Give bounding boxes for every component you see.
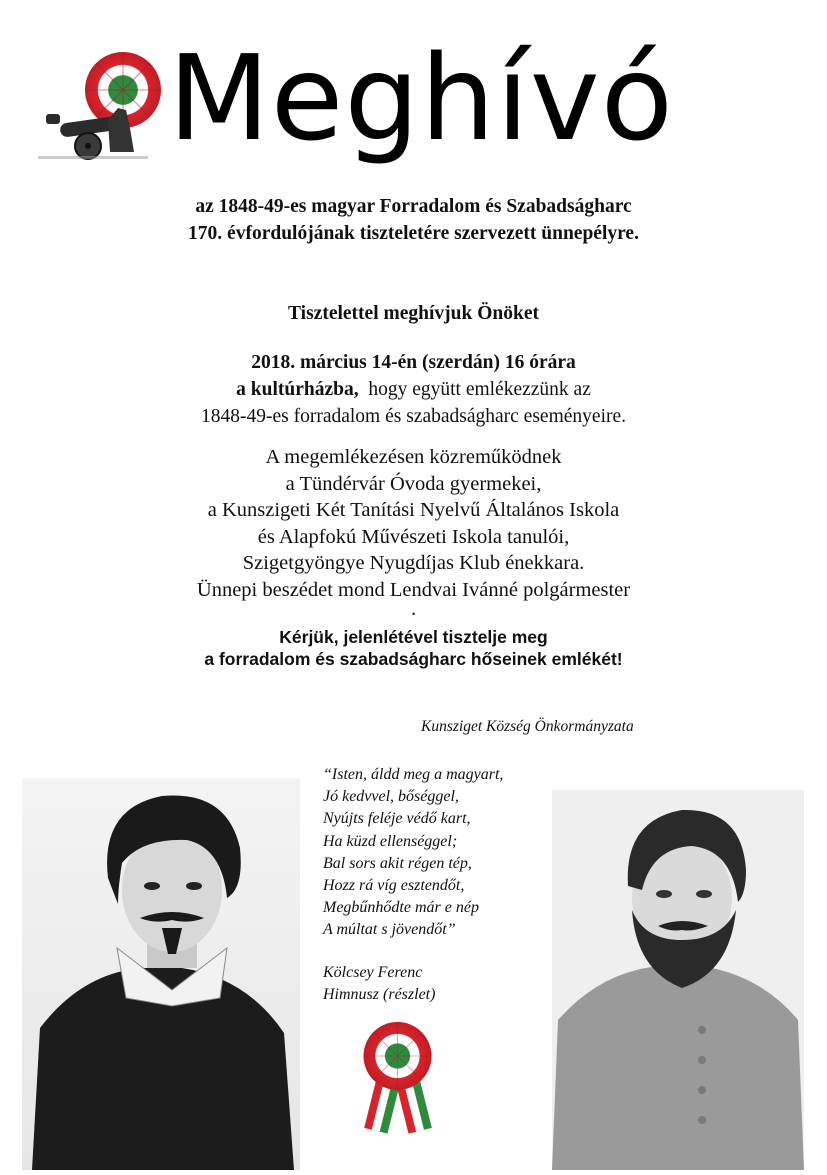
poem-line: A múltat s jövendőt” [323, 921, 456, 939]
poem-source: Himnusz (részlet) [323, 986, 436, 1004]
poem-line: Bal sors akit régen tép, [323, 854, 472, 872]
poem-attribution [323, 962, 435, 1006]
invitation-line: Tisztelettel meghívjuk Önöket [288, 303, 539, 324]
poem-line: Ha küzd ellenséggel; [323, 832, 458, 850]
date-line: 2018. március 14-én (szerdán) 16 órára [251, 352, 576, 373]
poem-line: Megbűnhődte már e nép [323, 899, 479, 917]
poem-author: Kölcsey Ferenc [323, 964, 423, 981]
participant-line: és Alapfokú Művészeti Iskola tanulói, [257, 525, 570, 548]
portrait-right [552, 790, 804, 1170]
event-line: 1848-49-es forradalom és szabadságharc eseményeire. [200, 406, 627, 427]
poem-line: Nyújts feléje védő kart, [323, 810, 471, 828]
participant-line: a Kunszigeti Két Tanítási Nyelvű Általános Iskola [207, 499, 620, 521]
subtitle [0, 193, 827, 247]
venue: a kultúrházba, [236, 379, 359, 400]
poem [323, 764, 503, 942]
cockade-cannon-logo [38, 48, 168, 168]
poem-line: Hozz rá víg esztendőt, [323, 877, 465, 895]
subtitle-line: 170. évfordulójának tiszteletére szervezett ünnepélyre. [188, 223, 639, 244]
participant-line: Szigetgyöngye Nyugdíjas Klub énekkara. [242, 552, 585, 574]
participant-line: Ünnepi beszédet mond Lendvai Ivánné polgármester [196, 578, 631, 601]
poem-line: Jó kedvvel, bőséggel, [323, 788, 459, 806]
cockade-ribbon-icon [360, 1020, 435, 1138]
portrait-left [22, 778, 300, 1170]
plea-line: Kérjük, jelenlétével tisztelje meg [279, 627, 548, 647]
participant-line: a Tündérvár Óvoda gyermekei, [285, 472, 542, 495]
poem-line: “Isten, áldd meg a magyart, [323, 766, 504, 783]
organizer: Kunsziget Község Önkormányzata [421, 718, 634, 735]
participant-line: A megemlékezésen közreműködnek [265, 446, 562, 468]
venue-rest: hogy együtt emlékezzünk az [358, 379, 591, 400]
plea-line: a forradalom és szabadságharc hőseinek emlékét! [204, 649, 623, 669]
plea [0, 626, 827, 670]
participant-line: . [410, 598, 417, 620]
event-details [0, 349, 827, 430]
page-title: Meghívó [168, 29, 674, 167]
participants [0, 444, 827, 620]
venue-line [0, 376, 827, 403]
subtitle-line: az 1848-49-es magyar Forradalom és Szabadságharc [195, 196, 632, 217]
